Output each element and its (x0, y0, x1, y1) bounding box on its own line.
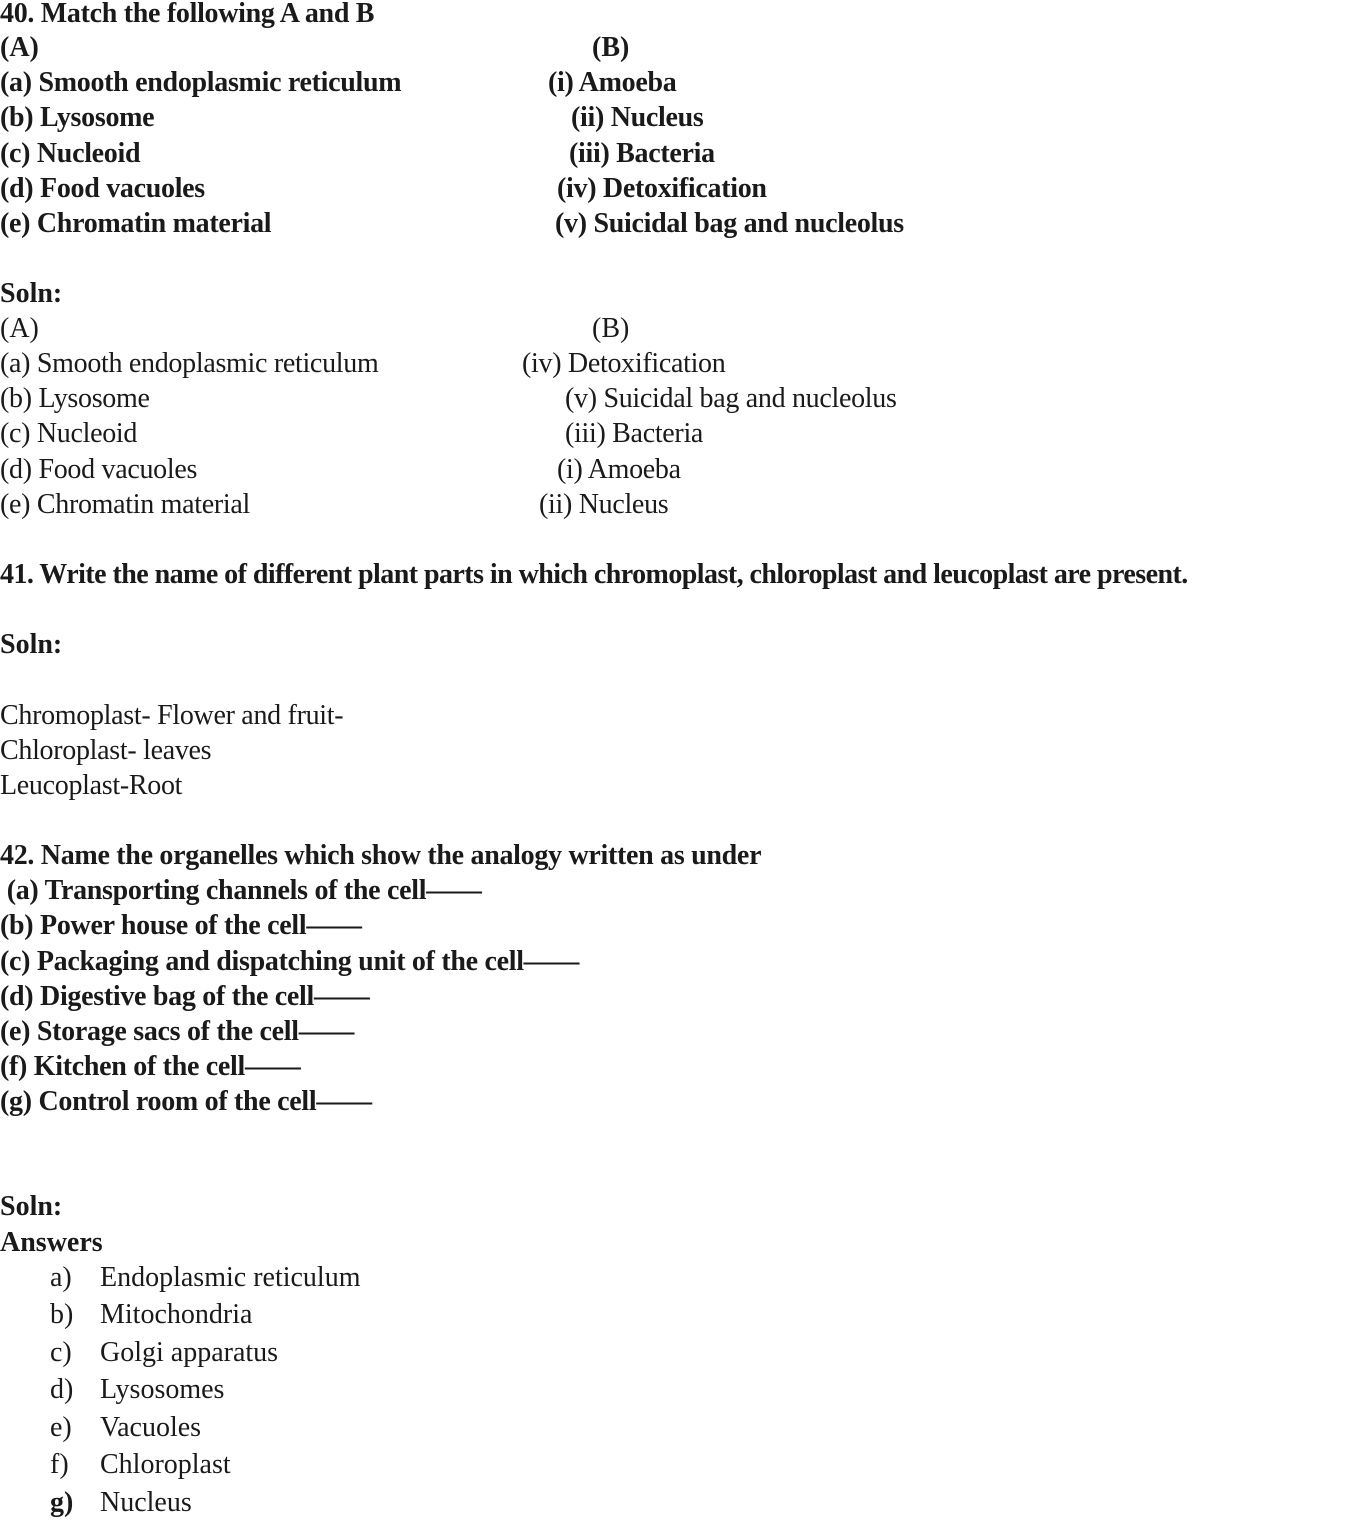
q42-soln-label: Soln: (0, 1191, 63, 1222)
answer-text: Golgi apparatus (100, 1337, 279, 1368)
list-marker: a) (50, 1262, 72, 1293)
q40-soln-col-b-header: (B) (592, 313, 630, 344)
answer-text: Mitochondria (100, 1299, 253, 1330)
list-marker: c) (50, 1337, 72, 1368)
q41-answer: Leucoplast-Root (0, 770, 183, 801)
q40-soln-col-a-item: (b) Lysosome (0, 383, 150, 414)
q42-item: (g) Control room of the cell—— (0, 1086, 372, 1117)
q40-soln-label: Soln: (0, 278, 63, 309)
answer-text: Chloroplast (100, 1449, 231, 1480)
q42-answer-item (0, 1264, 600, 1296)
list-marker: g) (50, 1487, 74, 1518)
q40-soln-col-b-item: (ii) Nucleus (539, 489, 669, 520)
q42-item: (c) Packaging and dispatching unit of the cell—— (0, 946, 580, 977)
q41-answer: Chromoplast- Flower and fruit- (0, 700, 344, 731)
q40-col-a-item: (d) Food vacuoles (0, 173, 205, 204)
q42-item: (e) Storage sacs of the cell—— (0, 1016, 355, 1047)
q40-col-a-item: (e) Chromatin material (0, 208, 272, 239)
q42-item: (f) Kitchen of the cell—— (0, 1051, 301, 1082)
q40-col-b-header: (B) (592, 32, 630, 63)
q40-col-a-item: (a) Smooth endoplasmic reticulum (0, 67, 402, 98)
q41-soln-label: Soln: (0, 629, 63, 660)
list-marker: f) (50, 1449, 69, 1480)
q42-answer-item (0, 1489, 600, 1521)
list-marker: e) (50, 1412, 72, 1443)
list-marker: d) (50, 1374, 74, 1405)
q40-col-a-header: (A) (0, 32, 39, 63)
q42-answer-item (0, 1376, 600, 1408)
list-marker: b) (50, 1299, 74, 1330)
q42-answer-item (0, 1301, 600, 1333)
q40-col-b-item: (iv) Detoxification (557, 173, 767, 204)
q40-col-a-item: (c) Nucleoid (0, 138, 141, 169)
q40-soln-col-b-item: (iv) Detoxification (522, 348, 726, 379)
q41-answer: Chloroplast- leaves (0, 735, 212, 766)
answer-text: Lysosomes (100, 1374, 225, 1405)
answer-text: Nucleus (100, 1487, 192, 1518)
q40-col-b-item: (v) Suicidal bag and nucleolus (555, 208, 904, 239)
q40-soln-col-b-item: (v) Suicidal bag and nucleolus (565, 383, 897, 414)
q40-soln-col-b-item: (iii) Bacteria (565, 418, 704, 449)
q40-col-b-item: (i) Amoeba (548, 67, 677, 98)
q42-answers-label: Answers (0, 1227, 103, 1258)
q42-item: (b) Power house of the cell—— (0, 910, 362, 941)
q40-soln-col-a-item: (e) Chromatin material (0, 489, 250, 520)
q40-col-b-item: (ii) Nucleus (571, 102, 704, 133)
q40-col-a-item: (b) Lysosome (0, 102, 155, 133)
answer-text: Vacuoles (100, 1412, 202, 1443)
q42-title: 42. Name the organelles which show the analogy written as under (0, 840, 762, 871)
q40-title: 40. Match the following A and B (0, 0, 375, 29)
answer-text: Endoplasmic reticulum (100, 1262, 361, 1293)
q40-soln-col-a-item: (d) Food vacuoles (0, 454, 198, 485)
q40-col-b-item: (iii) Bacteria (569, 138, 715, 169)
q40-soln-col-a-item: (a) Smooth endoplasmic reticulum (0, 348, 379, 379)
q42-answer-item (0, 1414, 600, 1446)
q41-title: 41. Write the name of different plant parts in which chromoplast, chloroplast and leucoplast are present. (0, 559, 1188, 590)
q42-answer-item (0, 1451, 600, 1483)
q40-soln-col-a-header: (A) (0, 313, 39, 344)
q40-soln-col-b-item: (i) Amoeba (557, 454, 681, 485)
q42-item: (d) Digestive bag of the cell—— (0, 981, 370, 1012)
q42-answer-item (0, 1339, 600, 1371)
q42-item: (a) Transporting channels of the cell—— (0, 875, 482, 906)
q40-soln-col-a-item: (c) Nucleoid (0, 418, 138, 449)
